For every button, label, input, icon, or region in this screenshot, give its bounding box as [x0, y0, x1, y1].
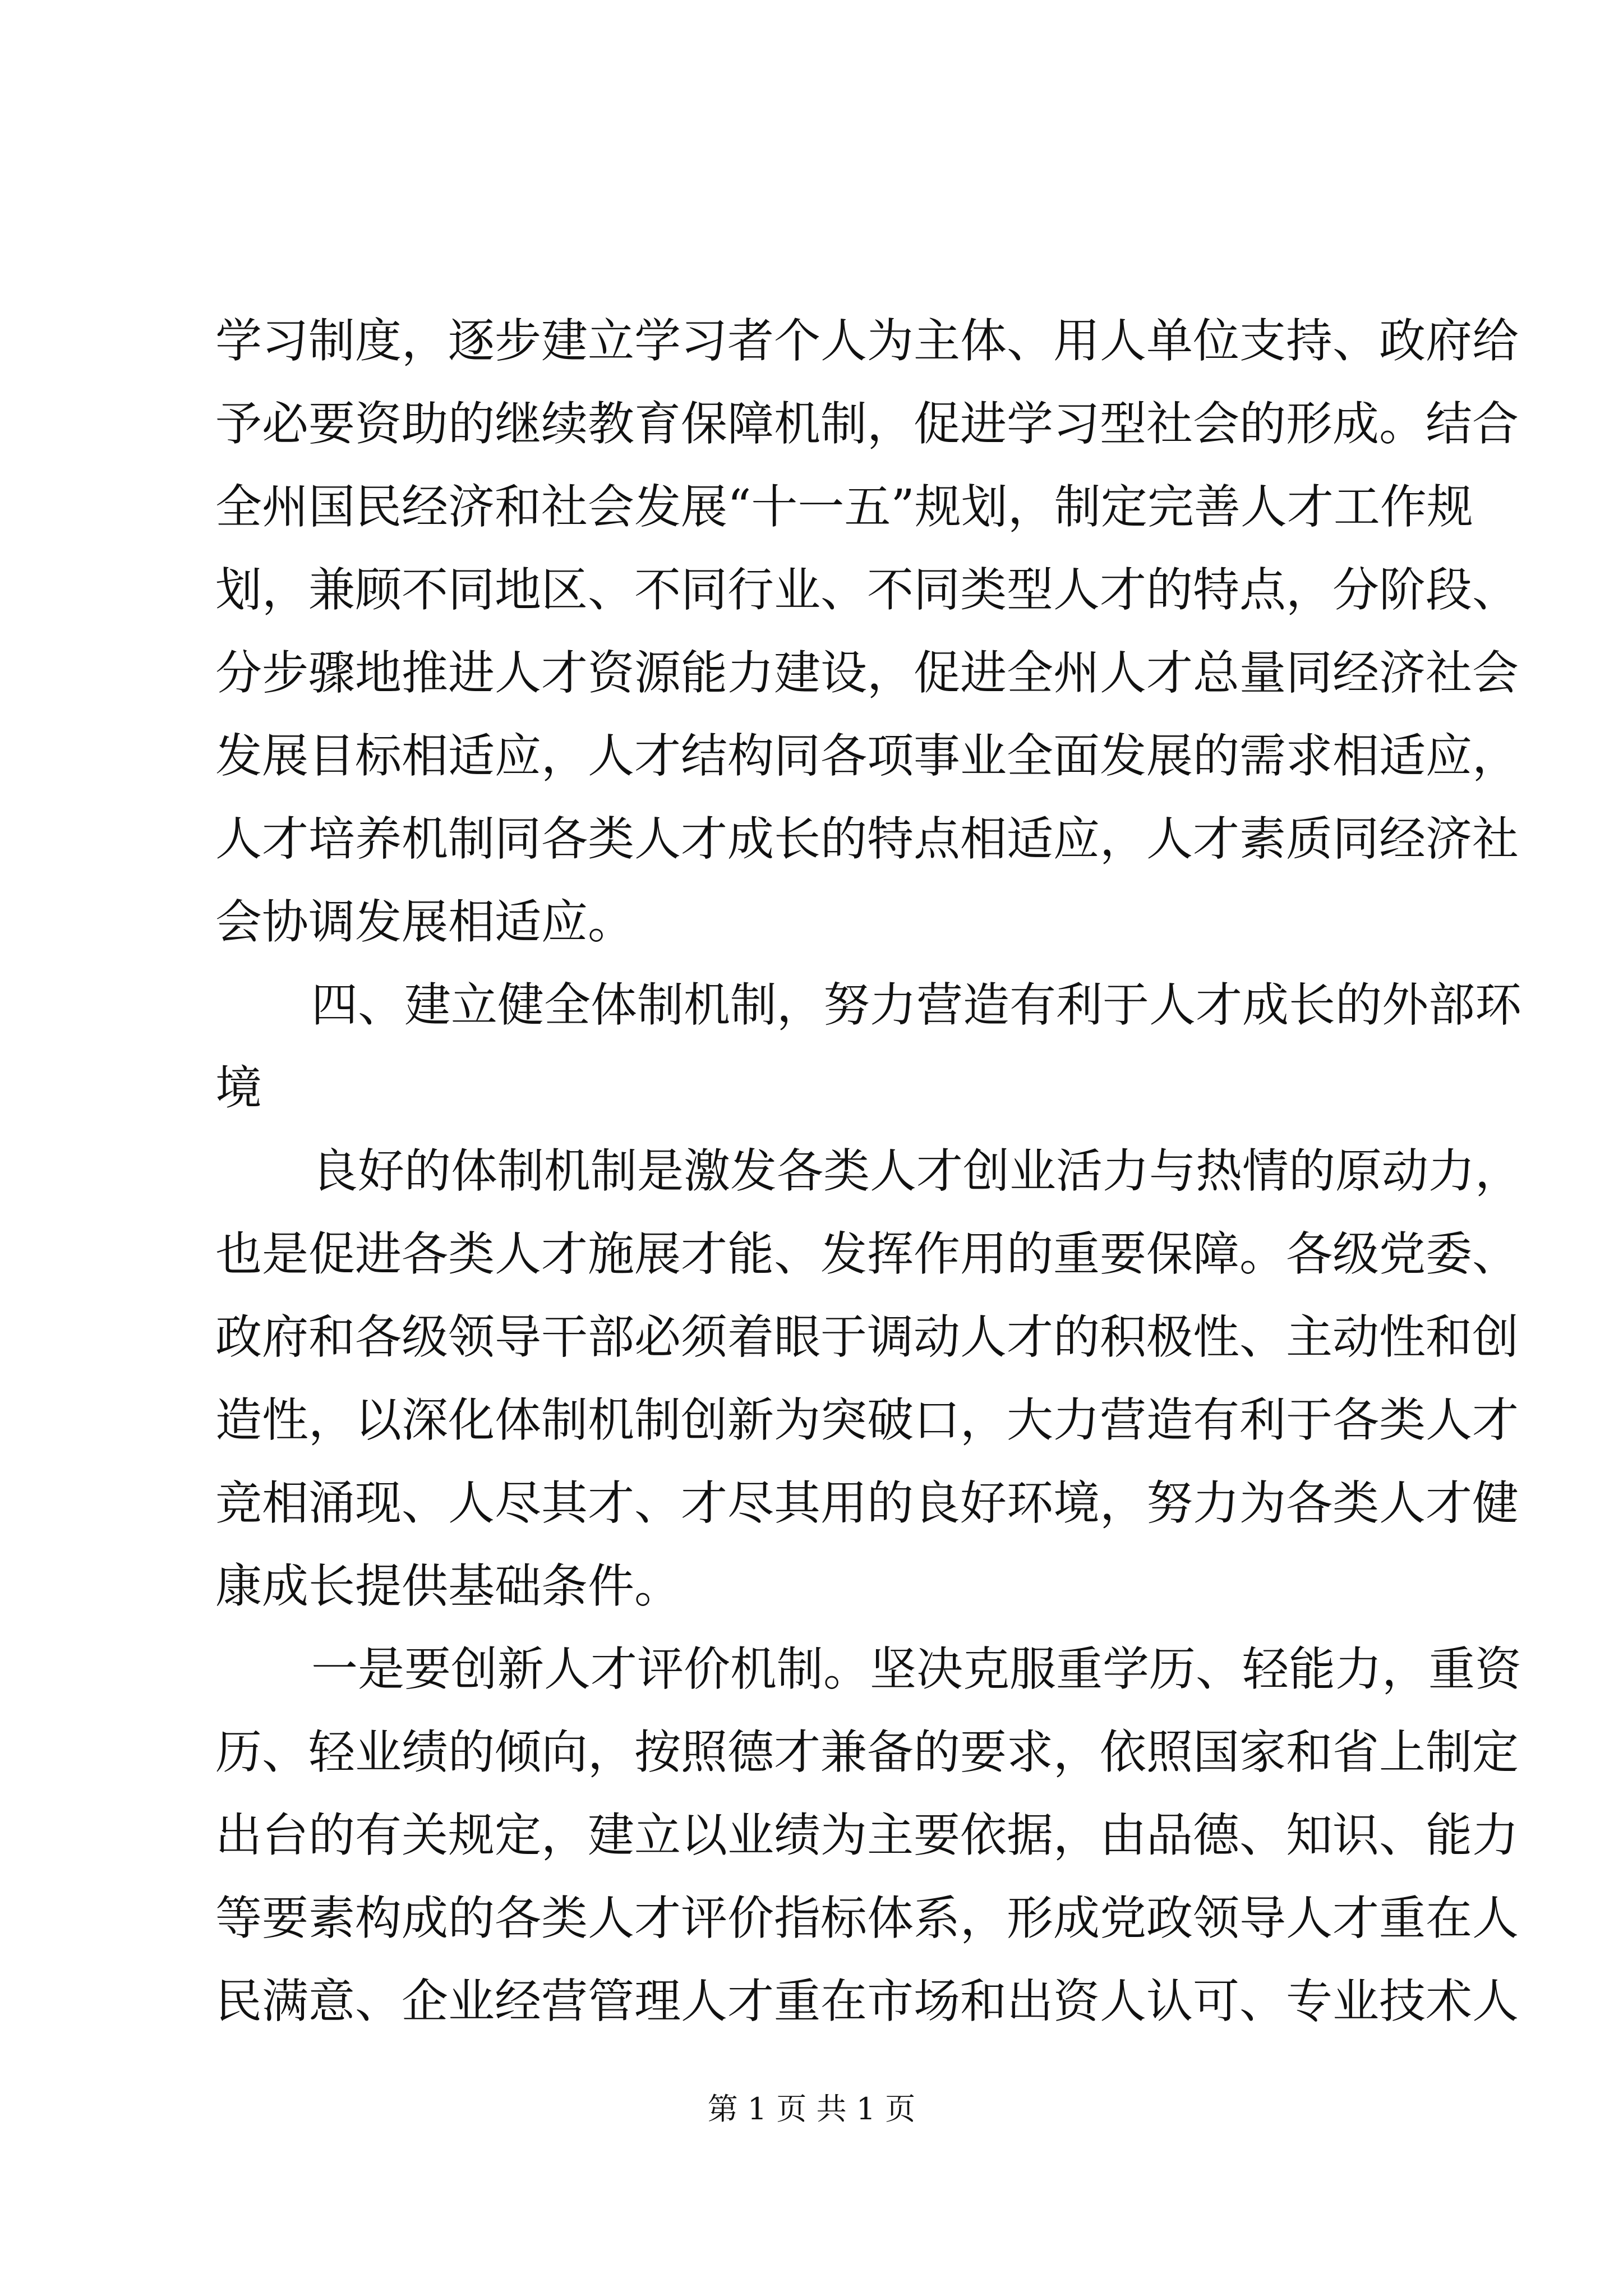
text-line-15: 竞相涌现、人尽其才、才尽其用的良好环境，努力为各类人才健 — [215, 1476, 1519, 1530]
section-heading-line-2: 境 — [215, 1061, 262, 1115]
text-line-1: 学习制度，逐步建立学习者个人为主体、用人单位支持、政府给 — [215, 314, 1519, 368]
text-line-20: 等要素构成的各类人才评价指标体系，形成党政领导人才重在人 — [215, 1891, 1519, 1945]
text-line-7: 人才培养机制同各类人才成长的特点相适应，人才素质同经济社 — [215, 812, 1519, 866]
text-line-8: 会协调发展相适应。 — [215, 895, 634, 949]
text-line-11: 良好的体制机制是激发各类人才创业活力与热情的原动力， — [311, 1144, 1521, 1198]
text-line-17: 一是要创新人才评价机制。坚决克服重学历、轻能力，重资 — [311, 1642, 1521, 1696]
text-line-19: 出台的有关规定，建立以业绩为主要依据，由品德、知识、能力 — [215, 1808, 1519, 1862]
text-line-6: 发展目标相适应，人才结构同各项事业全面发展的需求相适应， — [215, 729, 1519, 783]
text-line-4: 划，兼顾不同地区、不同行业、不同类型人才的特点，分阶段、 — [215, 563, 1519, 617]
text-line-3: 全州国民经济和社会发展“十一五”规划，制定完善人才工作规 — [215, 480, 1473, 534]
text-line-2: 予必要资助的继续教育保障机制，促进学习型社会的形成。结合 — [215, 397, 1519, 451]
page-footer: 第 1 页 共 1 页 — [707, 2091, 916, 2127]
text-line-16: 康成长提供基础条件。 — [215, 1559, 681, 1613]
section-heading-line-1: 四、建立健全体制机制，努力营造有利于人才成长的外部环 — [311, 978, 1521, 1032]
text-line-21: 民满意、企业经营管理人才重在市场和出资人认可、专业技术人 — [215, 1974, 1519, 2028]
text-line-5: 分步骤地推进人才资源能力建设，促进全州人才总量同经济社会 — [215, 646, 1519, 700]
text-line-13: 政府和各级领导干部必须着眼于调动人才的积极性、主动性和创 — [215, 1310, 1519, 1364]
text-line-18: 历、轻业绩的倾向，按照德才兼备的要求，依照国家和省上制定 — [215, 1725, 1519, 1779]
text-line-14: 造性，以深化体制机制创新为突破口，大力营造有利于各类人才 — [215, 1393, 1519, 1447]
text-line-12: 也是促进各类人才施展才能、发挥作用的重要保障。各级党委、 — [215, 1227, 1519, 1281]
